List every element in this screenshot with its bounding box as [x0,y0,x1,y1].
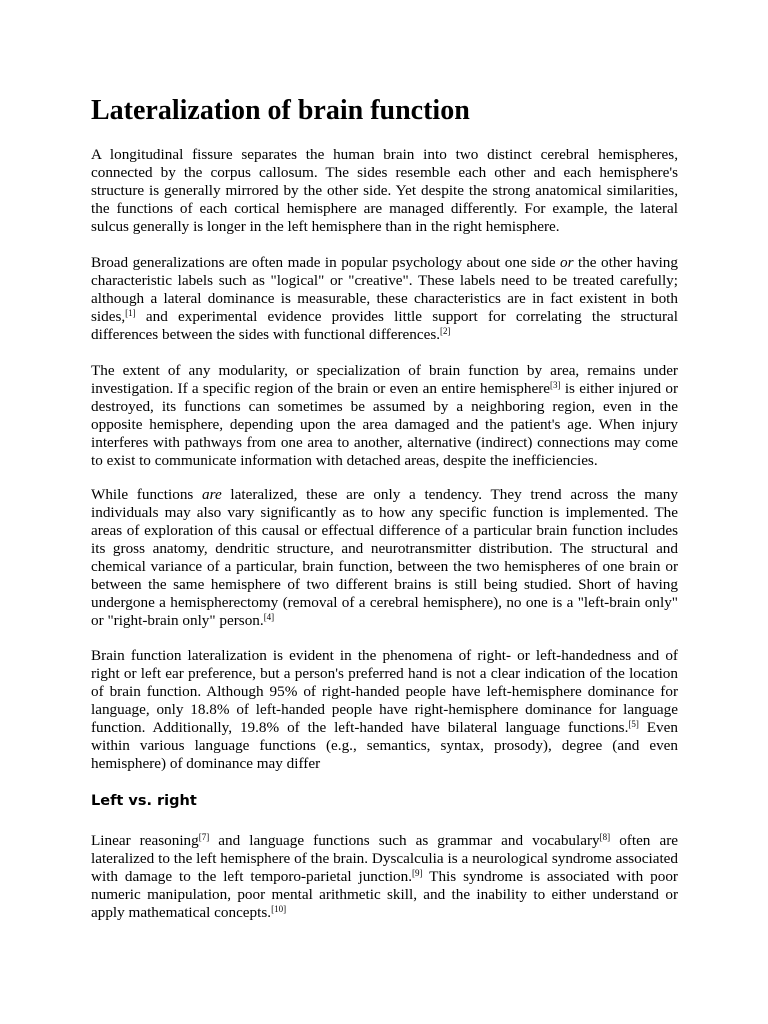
citation-link[interactable]: [3] [550,380,561,390]
paragraph-modularity [91,362,678,470]
paragraph-text: often are lateralized to the left hemisphere of the brain. Dyscalculia is a neurological syndrome associated with damage to the left temporo-parietal junction. [91,832,678,885]
emphasis-text: are [202,486,222,503]
paragraph-text: While functions [91,486,203,503]
paragraph-text: and experimental evidence provides little support for correlating the structural differences between the sides with functional differences. [91,308,678,343]
paragraph-text: lateralized, these are only a tendency. They trend across the many individuals may also vary significantly as to how any specific function is implemented. The areas of exploration of this causal or effectual difference of a particular brain function includes its gross anatomy, dendritic structure, and neurotransmitter distribution. The structural and chemical variance of a particular, brain function, between the two hemispheres of one brain or between the same hemisphere of two different brains is still being studied. Short of having undergone a hemispherectomy (removal of a cerebral hemisphere), no one is a "left-brain only" or "right-brain only" person. [91,486,678,629]
page-title: Lateralization of brain function [91,95,470,126]
citation-link[interactable]: [10] [271,904,287,914]
paragraph-text: and language functions such as grammar and vocabulary [209,832,600,849]
paragraph-text: Broad generalizations are often made in popular psychology about one side [91,254,561,271]
citation-link[interactable]: [7] [198,832,210,842]
paragraph-text: the other having characteristic labels such as "logical" or "creative". These labels need to be treated carefully; although a lateral dominance is measurable, these characteristics are in fact existent in both sides, [91,254,678,325]
paragraph-text: A longitudinal fissure separates the human brain into two distinct cerebral hemispheres, connected by the corpus callosum. The sides resemble each other and each hemisphere's structure is generally mirrored by the other side. Yet despite the strong anatomical similarities, the functions of each cortical hemisphere are managed differently. For example, the lateral sulcus generally is longer in the left hemisphere than in the right hemisphere. [91,146,678,235]
paragraph-handedness [91,647,678,773]
paragraph-intro [91,146,678,236]
paragraph-text: This syndrome is associated with poor numeric manipulation, poor mental arithmetic skill, and the inability to either understand or apply mathematical concepts. [91,868,678,921]
citation-link[interactable]: [2] [440,326,451,336]
citation-link[interactable]: [8] [599,832,611,842]
paragraph-text: is either injured or destroyed, its functions can sometimes be assumed by a neighboring region, even in the opposite hemisphere, depending upon the area damaged and the patient's age. When injury interferes with pathways from one area to another, alternative (indirect) connections may come to exist to communicate information with detached areas, despite the inefficiencies. [91,380,679,469]
citation-link[interactable]: [5] [628,719,639,729]
citation-link[interactable]: [9] [412,868,423,878]
citation-link[interactable]: [4] [263,612,275,622]
citation-link[interactable]: [1] [125,308,136,318]
paragraph-tendency [91,486,678,630]
section-heading: Left vs. right [91,793,197,809]
paragraph-left-vs-right [91,832,678,922]
emphasis-text: or [560,254,574,271]
paragraph-text: Brain function lateralization is evident in the phenomena of right- or left-handedness and of right or left ear preference, but a person's preferred hand is not a clear indication of the location of brain function. Although 95% of right-handed people have left-hemisphere dominance for language, only 18.8% of left-handed people have right-hemisphere dominance for language function. Additionally, 19.8% of the left-handed have bilateral language functions. [91,647,678,736]
paragraph-generalizations [91,254,678,344]
paragraph-text: Linear reasoning [91,832,199,849]
paragraph-text: Even within various language functions (e.g., semantics, syntax, prosody), degree (and even hemisphere) of dominance may differ [91,719,678,772]
paragraph-text: The extent of any modularity, or specialization of brain function by area, remains under investigation. If a specific region of the brain or even an entire hemisphere [91,362,678,397]
